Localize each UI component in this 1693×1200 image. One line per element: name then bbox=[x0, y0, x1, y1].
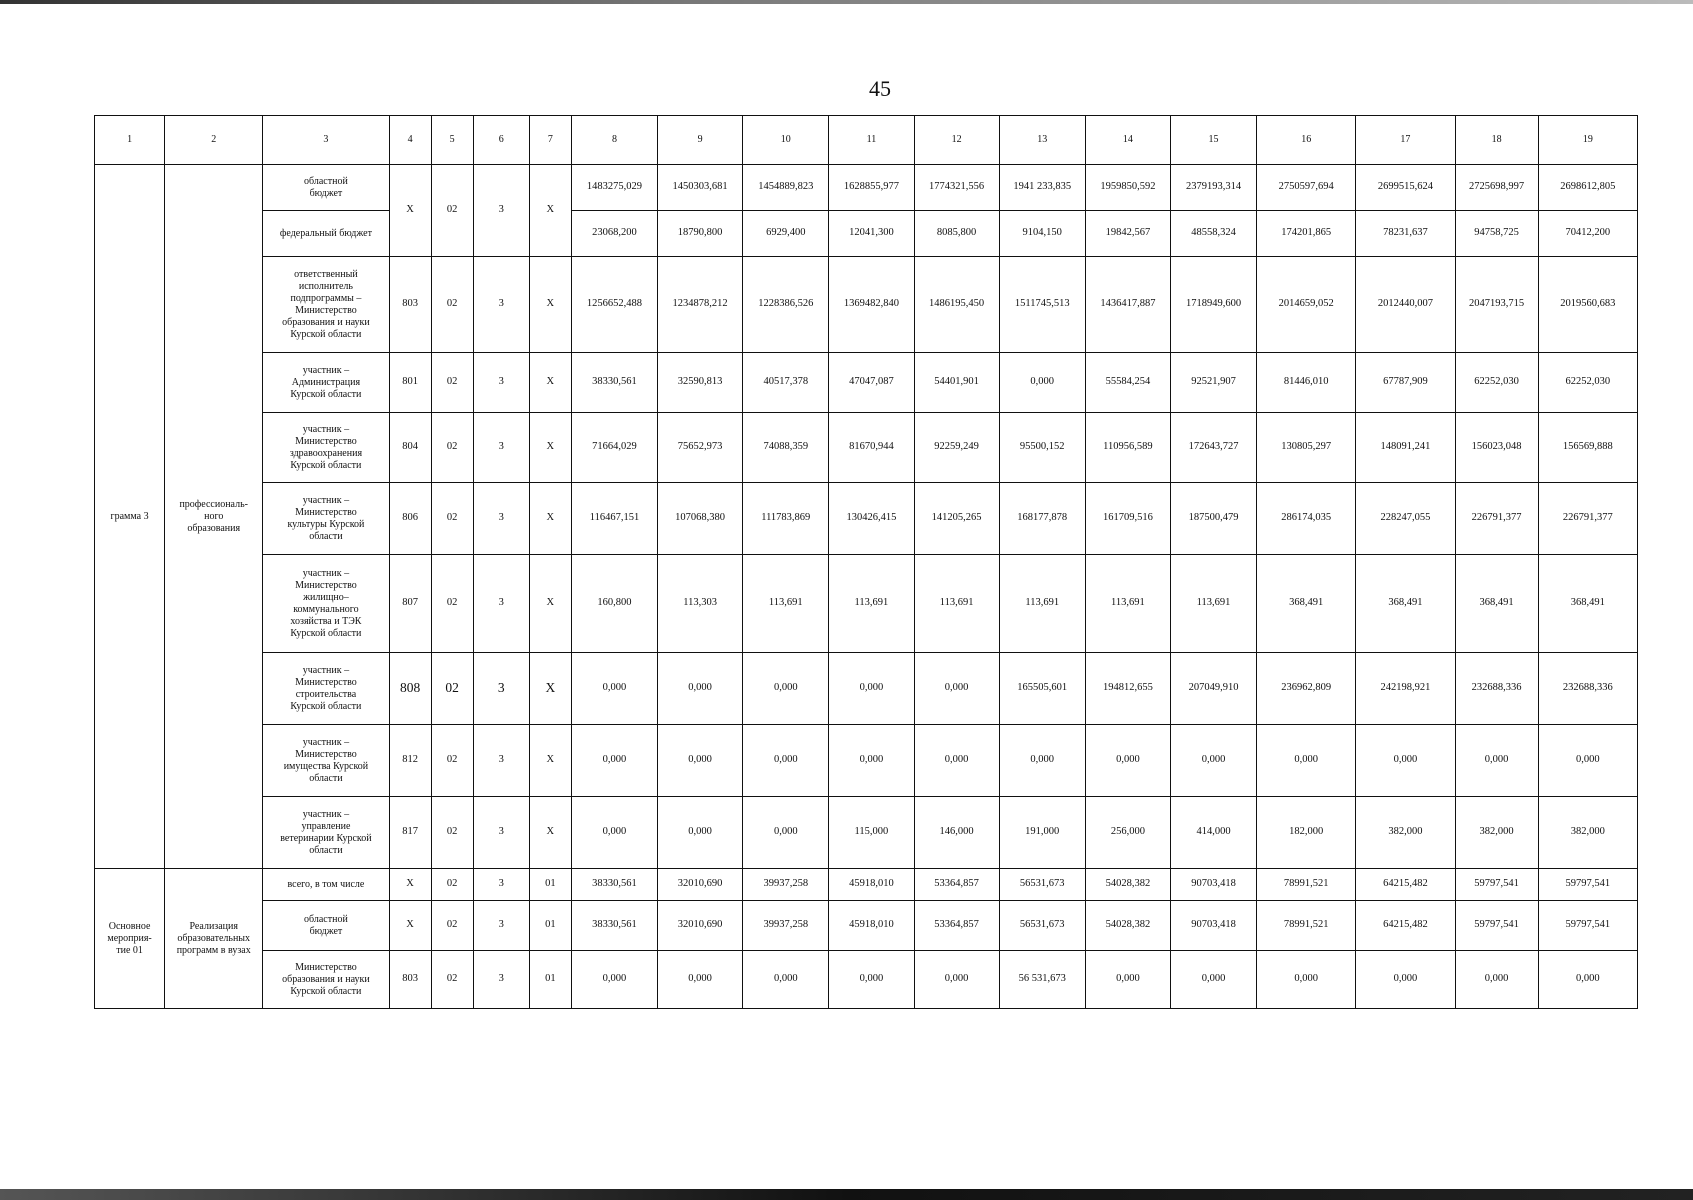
code-cell: Х bbox=[529, 257, 571, 353]
value-cell: 64215,482 bbox=[1356, 869, 1455, 901]
value-cell: 56531,673 bbox=[999, 901, 1085, 951]
code-cell: 806 bbox=[389, 483, 431, 555]
value-cell: 207049,910 bbox=[1170, 653, 1256, 725]
value-cell: 1628855,977 bbox=[829, 165, 914, 211]
value-cell: 368,491 bbox=[1257, 555, 1356, 653]
value-cell: 0,000 bbox=[829, 725, 914, 797]
value-cell: 165505,601 bbox=[999, 653, 1085, 725]
row-label: областной бюджет bbox=[263, 165, 389, 211]
table-row bbox=[95, 951, 1638, 1009]
value-cell: 94758,725 bbox=[1455, 211, 1538, 257]
value-cell: 0,000 bbox=[571, 951, 657, 1009]
value-cell: 0,000 bbox=[571, 725, 657, 797]
value-cell: 113,691 bbox=[829, 555, 914, 653]
table-body bbox=[95, 116, 1638, 1009]
value-cell: 1256652,488 bbox=[571, 257, 657, 353]
value-cell: 45918,010 bbox=[829, 869, 914, 901]
code-cell: Х bbox=[529, 725, 571, 797]
value-cell: 107068,380 bbox=[658, 483, 743, 555]
table-row bbox=[95, 901, 1638, 951]
value-cell: 56531,673 bbox=[999, 869, 1085, 901]
column-header: 5 bbox=[431, 116, 473, 165]
value-cell: 368,491 bbox=[1455, 555, 1538, 653]
code-cell: 02 bbox=[431, 725, 473, 797]
value-cell: 38330,561 bbox=[571, 869, 657, 901]
value-cell: 110956,589 bbox=[1085, 413, 1170, 483]
value-cell: 382,000 bbox=[1455, 797, 1538, 869]
value-cell: 81670,944 bbox=[829, 413, 914, 483]
value-cell: 1486195,450 bbox=[914, 257, 999, 353]
value-cell: 0,000 bbox=[1085, 951, 1170, 1009]
value-cell: 2725698,997 bbox=[1455, 165, 1538, 211]
value-cell: 256,000 bbox=[1085, 797, 1170, 869]
value-cell: 2750597,694 bbox=[1257, 165, 1356, 211]
value-cell: 191,000 bbox=[999, 797, 1085, 869]
value-cell: 116467,151 bbox=[571, 483, 657, 555]
column-header: 13 bbox=[999, 116, 1085, 165]
scan-edge-bottom bbox=[0, 1189, 1693, 1200]
value-cell: 113,691 bbox=[999, 555, 1085, 653]
value-cell: 81446,010 bbox=[1257, 353, 1356, 413]
value-cell: 113,691 bbox=[914, 555, 999, 653]
value-cell: 92259,249 bbox=[914, 413, 999, 483]
code-cell: 02 bbox=[431, 901, 473, 951]
table-row bbox=[95, 353, 1638, 413]
code-cell: 02 bbox=[431, 353, 473, 413]
code-cell: 01 bbox=[529, 951, 571, 1009]
value-cell: 59797,541 bbox=[1538, 901, 1637, 951]
table-row bbox=[95, 257, 1638, 353]
page-number: 45 bbox=[869, 76, 891, 101]
value-cell: 47047,087 bbox=[829, 353, 914, 413]
column-header: 10 bbox=[743, 116, 829, 165]
code-cell: 02 bbox=[431, 483, 473, 555]
value-cell: 53364,857 bbox=[914, 901, 999, 951]
value-cell: 0,000 bbox=[999, 353, 1085, 413]
value-cell: 2379193,314 bbox=[1170, 165, 1256, 211]
value-cell: 0,000 bbox=[658, 951, 743, 1009]
value-cell: 146,000 bbox=[914, 797, 999, 869]
value-cell: 194812,655 bbox=[1085, 653, 1170, 725]
value-cell: 0,000 bbox=[1538, 951, 1637, 1009]
code-cell: Х bbox=[389, 901, 431, 951]
column-header: 7 bbox=[529, 116, 571, 165]
value-cell: 38330,561 bbox=[571, 353, 657, 413]
table-row bbox=[95, 413, 1638, 483]
value-cell: 78991,521 bbox=[1257, 901, 1356, 951]
code-cell: 3 bbox=[473, 797, 529, 869]
column-header: 15 bbox=[1170, 116, 1256, 165]
row-label: всего, в том числе bbox=[263, 869, 389, 901]
value-cell: 1369482,840 bbox=[829, 257, 914, 353]
code-cell: Х bbox=[529, 353, 571, 413]
column-header: 17 bbox=[1356, 116, 1455, 165]
value-cell: 156569,888 bbox=[1538, 413, 1637, 483]
value-cell: 368,491 bbox=[1356, 555, 1455, 653]
value-cell: 1450303,681 bbox=[658, 165, 743, 211]
value-cell: 160,800 bbox=[571, 555, 657, 653]
column-header: 6 bbox=[473, 116, 529, 165]
value-cell: 0,000 bbox=[743, 951, 829, 1009]
value-cell: 74088,359 bbox=[743, 413, 829, 483]
value-cell: 59797,541 bbox=[1455, 869, 1538, 901]
value-cell: 67787,909 bbox=[1356, 353, 1455, 413]
column-header: 8 bbox=[571, 116, 657, 165]
row-label: участник – Администрация Курской области bbox=[263, 353, 389, 413]
value-cell: 0,000 bbox=[658, 653, 743, 725]
value-cell: 130426,415 bbox=[829, 483, 914, 555]
value-cell: 53364,857 bbox=[914, 869, 999, 901]
value-cell: 2047193,715 bbox=[1455, 257, 1538, 353]
code-cell: 02 bbox=[431, 797, 473, 869]
value-cell: 115,000 bbox=[829, 797, 914, 869]
code-cell: 3 bbox=[473, 257, 529, 353]
table-row bbox=[95, 869, 1638, 901]
value-cell: 2014659,052 bbox=[1257, 257, 1356, 353]
row-group-title: Реализация образовательных программ в вузах bbox=[165, 869, 263, 1009]
value-cell: 32010,690 bbox=[658, 869, 743, 901]
value-cell: 0,000 bbox=[1356, 725, 1455, 797]
code-cell: 01 bbox=[529, 901, 571, 951]
value-cell: 113,303 bbox=[658, 555, 743, 653]
table-row bbox=[95, 797, 1638, 869]
value-cell: 236962,809 bbox=[1257, 653, 1356, 725]
value-cell: 0,000 bbox=[1257, 725, 1356, 797]
table-row bbox=[95, 483, 1638, 555]
value-cell: 0,000 bbox=[1085, 725, 1170, 797]
value-cell: 0,000 bbox=[829, 653, 914, 725]
value-cell: 90703,418 bbox=[1170, 901, 1256, 951]
value-cell: 9104,150 bbox=[999, 211, 1085, 257]
value-cell: 1483275,029 bbox=[571, 165, 657, 211]
column-header: 18 bbox=[1455, 116, 1538, 165]
value-cell: 90703,418 bbox=[1170, 869, 1256, 901]
value-cell: 148091,241 bbox=[1356, 413, 1455, 483]
value-cell: 32590,813 bbox=[658, 353, 743, 413]
code-cell: 02 bbox=[431, 869, 473, 901]
value-cell: 38330,561 bbox=[571, 901, 657, 951]
value-cell: 382,000 bbox=[1538, 797, 1637, 869]
column-header: 4 bbox=[389, 116, 431, 165]
code-cell: Х bbox=[529, 555, 571, 653]
value-cell: 54401,901 bbox=[914, 353, 999, 413]
value-cell: 228247,055 bbox=[1356, 483, 1455, 555]
value-cell: 113,691 bbox=[1085, 555, 1170, 653]
code-cell: Х bbox=[529, 413, 571, 483]
row-label: ответственный исполнитель подпрограммы – Министерство образования и науки Курской области bbox=[263, 257, 389, 353]
value-cell: 0,000 bbox=[1538, 725, 1637, 797]
value-cell: 1228386,526 bbox=[743, 257, 829, 353]
value-cell: 0,000 bbox=[914, 653, 999, 725]
code-cell: Х bbox=[389, 165, 431, 257]
value-cell: 0,000 bbox=[1257, 951, 1356, 1009]
value-cell: 2698612,805 bbox=[1538, 165, 1637, 211]
value-cell: 168177,878 bbox=[999, 483, 1085, 555]
value-cell: 39937,258 bbox=[743, 869, 829, 901]
value-cell: 0,000 bbox=[914, 725, 999, 797]
value-cell: 368,491 bbox=[1538, 555, 1637, 653]
code-cell: 02 bbox=[431, 555, 473, 653]
value-cell: 286174,035 bbox=[1257, 483, 1356, 555]
value-cell: 1718949,600 bbox=[1170, 257, 1256, 353]
value-cell: 1436417,887 bbox=[1085, 257, 1170, 353]
value-cell: 156023,048 bbox=[1455, 413, 1538, 483]
value-cell: 130805,297 bbox=[1257, 413, 1356, 483]
table-row bbox=[95, 211, 1638, 257]
value-cell: 64215,482 bbox=[1356, 901, 1455, 951]
code-cell: 803 bbox=[389, 257, 431, 353]
column-header: 14 bbox=[1085, 116, 1170, 165]
value-cell: 182,000 bbox=[1257, 797, 1356, 869]
column-header: 2 bbox=[165, 116, 263, 165]
value-cell: 174201,865 bbox=[1257, 211, 1356, 257]
value-cell: 59797,541 bbox=[1538, 869, 1637, 901]
row-group-code: грамма 3 bbox=[95, 165, 165, 869]
value-cell: 0,000 bbox=[743, 725, 829, 797]
value-cell: 59797,541 bbox=[1455, 901, 1538, 951]
value-cell: 0,000 bbox=[743, 653, 829, 725]
column-header: 1 bbox=[95, 116, 165, 165]
code-cell: 3 bbox=[473, 555, 529, 653]
value-cell: 78991,521 bbox=[1257, 869, 1356, 901]
value-cell: 0,000 bbox=[1170, 951, 1256, 1009]
value-cell: 0,000 bbox=[1455, 951, 1538, 1009]
value-cell: 54028,382 bbox=[1085, 901, 1170, 951]
value-cell: 232688,336 bbox=[1455, 653, 1538, 725]
code-cell: 3 bbox=[473, 951, 529, 1009]
value-cell: 56 531,673 bbox=[999, 951, 1085, 1009]
code-cell: 801 bbox=[389, 353, 431, 413]
code-cell: 01 bbox=[529, 869, 571, 901]
value-cell: 40517,378 bbox=[743, 353, 829, 413]
scan-edge-top bbox=[0, 0, 1693, 4]
value-cell: 0,000 bbox=[829, 951, 914, 1009]
value-cell: 111783,869 bbox=[743, 483, 829, 555]
table-row bbox=[95, 555, 1638, 653]
value-cell: 6929,400 bbox=[743, 211, 829, 257]
value-cell: 55584,254 bbox=[1085, 353, 1170, 413]
value-cell: 1774321,556 bbox=[914, 165, 999, 211]
code-cell: Х bbox=[529, 797, 571, 869]
value-cell: 78231,637 bbox=[1356, 211, 1455, 257]
column-header: 3 bbox=[263, 116, 389, 165]
row-label: участник – управление ветеринарии Курской области bbox=[263, 797, 389, 869]
row-label: участник – Министерство имущества Курской области bbox=[263, 725, 389, 797]
value-cell: 70412,200 bbox=[1538, 211, 1637, 257]
code-cell: 3 bbox=[473, 725, 529, 797]
value-cell: 242198,921 bbox=[1356, 653, 1455, 725]
code-cell: 808 bbox=[389, 653, 431, 725]
code-cell: Х bbox=[389, 869, 431, 901]
code-cell: 3 bbox=[473, 869, 529, 901]
value-cell: 141205,265 bbox=[914, 483, 999, 555]
value-cell: 1959850,592 bbox=[1085, 165, 1170, 211]
value-cell: 71664,029 bbox=[571, 413, 657, 483]
value-cell: 172643,727 bbox=[1170, 413, 1256, 483]
value-cell: 0,000 bbox=[1356, 951, 1455, 1009]
row-label: участник – Министерство здравоохранения Курской области bbox=[263, 413, 389, 483]
value-cell: 39937,258 bbox=[743, 901, 829, 951]
code-cell: Х bbox=[529, 653, 571, 725]
value-cell: 0,000 bbox=[999, 725, 1085, 797]
value-cell: 62252,030 bbox=[1538, 353, 1637, 413]
value-cell: 0,000 bbox=[658, 725, 743, 797]
row-group-code: Основное мероприя- тие 01 bbox=[95, 869, 165, 1009]
value-cell: 0,000 bbox=[914, 951, 999, 1009]
value-cell: 45918,010 bbox=[829, 901, 914, 951]
value-cell: 62252,030 bbox=[1455, 353, 1538, 413]
code-cell: 812 bbox=[389, 725, 431, 797]
row-label: участник – Министерство культуры Курской области bbox=[263, 483, 389, 555]
code-cell: 02 bbox=[431, 165, 473, 257]
code-cell: 02 bbox=[431, 653, 473, 725]
value-cell: 92521,907 bbox=[1170, 353, 1256, 413]
column-header: 9 bbox=[658, 116, 743, 165]
value-cell: 0,000 bbox=[571, 653, 657, 725]
value-cell: 1941 233,835 bbox=[999, 165, 1085, 211]
column-header: 19 bbox=[1538, 116, 1637, 165]
value-cell: 232688,336 bbox=[1538, 653, 1637, 725]
code-cell: 3 bbox=[473, 353, 529, 413]
code-cell: 804 bbox=[389, 413, 431, 483]
code-cell: 3 bbox=[473, 901, 529, 951]
value-cell: 8085,800 bbox=[914, 211, 999, 257]
value-cell: 0,000 bbox=[1170, 725, 1256, 797]
table-row bbox=[95, 116, 1638, 165]
value-cell: 23068,200 bbox=[571, 211, 657, 257]
code-cell: Х bbox=[529, 483, 571, 555]
value-cell: 0,000 bbox=[658, 797, 743, 869]
value-cell: 226791,377 bbox=[1455, 483, 1538, 555]
value-cell: 12041,300 bbox=[829, 211, 914, 257]
table-row bbox=[95, 653, 1638, 725]
value-cell: 48558,324 bbox=[1170, 211, 1256, 257]
column-header: 12 bbox=[914, 116, 999, 165]
row-label: участник – Министерство жилищно– коммунального хозяйства и ТЭК Курской области bbox=[263, 555, 389, 653]
column-header: 11 bbox=[829, 116, 914, 165]
row-group-title: профессиональ- ного образования bbox=[165, 165, 263, 869]
table-row bbox=[95, 725, 1638, 797]
value-cell: 32010,690 bbox=[658, 901, 743, 951]
value-cell: 1234878,212 bbox=[658, 257, 743, 353]
value-cell: 2019560,683 bbox=[1538, 257, 1637, 353]
value-cell: 0,000 bbox=[571, 797, 657, 869]
value-cell: 75652,973 bbox=[658, 413, 743, 483]
value-cell: 1511745,513 bbox=[999, 257, 1085, 353]
code-cell: 3 bbox=[473, 653, 529, 725]
code-cell: 807 bbox=[389, 555, 431, 653]
value-cell: 113,691 bbox=[1170, 555, 1256, 653]
code-cell: 3 bbox=[473, 483, 529, 555]
row-label: федеральный бюджет bbox=[263, 211, 389, 257]
row-label: Министерство образования и науки Курской области bbox=[263, 951, 389, 1009]
value-cell: 2012440,007 bbox=[1356, 257, 1455, 353]
value-cell: 18790,800 bbox=[658, 211, 743, 257]
code-cell: 02 bbox=[431, 951, 473, 1009]
code-cell: 3 bbox=[473, 413, 529, 483]
budget-table bbox=[94, 115, 1638, 1009]
value-cell: 1454889,823 bbox=[743, 165, 829, 211]
code-cell: 02 bbox=[431, 257, 473, 353]
value-cell: 187500,479 bbox=[1170, 483, 1256, 555]
value-cell: 0,000 bbox=[743, 797, 829, 869]
code-cell: Х bbox=[529, 165, 571, 257]
value-cell: 95500,152 bbox=[999, 413, 1085, 483]
code-cell: 803 bbox=[389, 951, 431, 1009]
code-cell: 817 bbox=[389, 797, 431, 869]
code-cell: 02 bbox=[431, 413, 473, 483]
value-cell: 382,000 bbox=[1356, 797, 1455, 869]
value-cell: 54028,382 bbox=[1085, 869, 1170, 901]
column-header: 16 bbox=[1257, 116, 1356, 165]
code-cell: 3 bbox=[473, 165, 529, 257]
value-cell: 226791,377 bbox=[1538, 483, 1637, 555]
value-cell: 414,000 bbox=[1170, 797, 1256, 869]
row-label: участник – Министерство строительства Курской области bbox=[263, 653, 389, 725]
table-row bbox=[95, 165, 1638, 211]
value-cell: 0,000 bbox=[1455, 725, 1538, 797]
value-cell: 19842,567 bbox=[1085, 211, 1170, 257]
value-cell: 2699515,624 bbox=[1356, 165, 1455, 211]
row-label: областной бюджет bbox=[263, 901, 389, 951]
value-cell: 161709,516 bbox=[1085, 483, 1170, 555]
value-cell: 113,691 bbox=[743, 555, 829, 653]
